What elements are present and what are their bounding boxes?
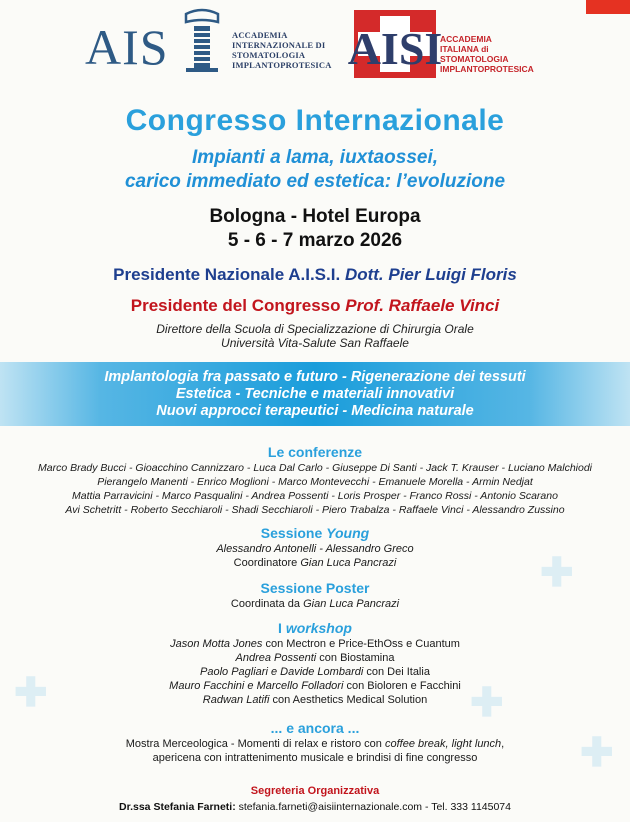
ais-logo-line: INTERNAZIONALE DI [232, 40, 326, 50]
logo-bar [0, 4, 630, 96]
young-coordinator-name: Gian Luca Pancrazi [300, 557, 397, 569]
extras-text [0, 737, 630, 765]
extras-heading: ... e ancora ... [270, 720, 360, 736]
role-line: Università Vita-Salute San Raffaele [221, 336, 409, 350]
young-heading-plain: Sessione [260, 525, 327, 541]
congress-president-name: Prof. Raffaele Vinci [345, 296, 500, 315]
speaker-line: Mattia Parravicini - Marco Pasqualini - Andrea Possenti - Loris Prosper - Franco Rossi - Antonio Scarano [72, 490, 558, 502]
conferences-heading: Le conferenze [267, 444, 363, 460]
national-president-name: Dott. Pier Luigi Floris [344, 265, 517, 284]
extras-text-b: coffee break, light lunch [384, 738, 502, 750]
cross-decoration-icon: ✚ [14, 671, 48, 715]
national-president [0, 265, 630, 285]
workshop-speaker: Jason Motta Jones [170, 638, 263, 650]
poster-session [0, 598, 630, 610]
young-heading-italic: Young [326, 525, 370, 541]
subtitle-line: Impianti a lama, iuxtaossei, [191, 147, 439, 168]
workshop-heading-plain: I [278, 620, 286, 636]
subtitle [0, 146, 630, 194]
young-session [0, 542, 630, 570]
subtitle-line: carico immediato ed estetica: l’evoluzione [124, 171, 506, 192]
ais-logo-line: IMPLANTOPROTESICA [232, 60, 332, 70]
conferences-speakers [0, 461, 630, 517]
cross-decoration-icon: ✚ [540, 551, 574, 595]
workshop-partner: con Biostamina [316, 652, 395, 664]
aisi-logo-line: ITALIANA di [440, 44, 489, 54]
ais-logo-letters: AIS [85, 19, 169, 75]
secretariat-heading: Segreteria Organizzativa [250, 785, 380, 797]
workshop-speaker: Mauro Facchini e Marcello Folladori [169, 680, 344, 692]
ais-logo-line: ACCADEMIA [232, 30, 288, 40]
workshop-row [0, 637, 630, 651]
poster-coordinator: Gian Luca Pancrazi [303, 598, 400, 610]
aisi-logo-text [440, 34, 534, 74]
congress-president [0, 296, 630, 316]
page-title: Congresso Internazionale [125, 104, 505, 137]
young-speakers: Alessandro Antonelli - Alessandro Greco [216, 543, 414, 555]
speaker-line: Pierangelo Manenti - Enrico Moglioni - Marco Montevecchi - Emanuele Morella - Armin Nedjat [97, 476, 533, 488]
ais-logo-text [232, 30, 332, 70]
workshop-row [0, 679, 630, 693]
young-session-heading [0, 525, 630, 541]
workshop-partner: con Aesthetics Medical Solution [269, 694, 428, 706]
workshop-speaker: Andrea Possenti [235, 652, 317, 664]
young-coordinator [0, 556, 630, 570]
aisi-logo-letters: AISI [347, 23, 443, 74]
secretariat-name: Dr.ssa Stefania Farneti: [119, 801, 236, 813]
speaker-line: Marco Brady Bucci - Gioacchino Cannizzaro - Luca Dal Carlo - Giuseppe Di Santi - Jack T. Krauser - Luciano Malchiodi [37, 462, 592, 474]
young-coordinator-label: Coordinatore [233, 557, 301, 569]
implant-icon [180, 8, 224, 74]
event-dates: 5 - 6 - 7 marzo 2026 [227, 230, 403, 251]
president-roles [0, 322, 630, 350]
cross-decoration-icon: ✚ [470, 681, 504, 725]
workshop-heading [0, 620, 630, 636]
extras-text-a: Mostra Merceologica - Momenti di relax e ristoro con [125, 738, 385, 750]
ais-logo-line: STOMATOLOGIA [232, 50, 306, 60]
poster-session-heading: Sessione Poster [260, 580, 370, 596]
topic-line: Estetica - Tecniche e materiali innovativi [175, 386, 455, 402]
aisi-logo [347, 4, 554, 84]
ais-logo [85, 4, 332, 84]
speaker-line: Avi Schetritt - Roberto Secchiaroli - Shadi Secchiaroli - Piero Trabalza - Raffaele Vinci - Alessandro Zussino [65, 504, 565, 516]
role-line: Direttore della Scuola di Specializzazione di Chirurgia Orale [156, 322, 474, 336]
topic-line: Nuovi approcci terapeutici - Medicina naturale [156, 403, 474, 419]
workshop-speaker: Paolo Pagliari e Davide Lombardi [200, 666, 364, 678]
workshop-partner: con Dei Italia [363, 666, 430, 678]
workshop-heading-italic: workshop [285, 620, 352, 636]
topic-line: Implantologia fra passato e futuro - Rigenerazione dei tessuti [104, 369, 526, 385]
aisi-cross-logo-icon [347, 10, 443, 78]
topics-band [0, 362, 630, 426]
secretariat-details[interactable]: stefania.farneti@aisiinternazionale.com - Tel. 333 1145074 [235, 801, 511, 813]
workshop-speaker: Radwan Latifi [202, 694, 270, 706]
extras-text-c: , [501, 738, 505, 750]
aisi-logo-line: IMPLANTOPROTESICA [440, 64, 534, 74]
aisi-logo-line: ACCADEMIA [440, 34, 492, 44]
aisi-logo-line: STOMATOLOGIA [440, 54, 509, 64]
workshop-partner: con Bioloren e Facchini [343, 680, 461, 692]
poster-label: Coordinata da [230, 598, 304, 610]
secretariat-contact [0, 801, 630, 813]
workshop-row [0, 651, 630, 665]
workshop-partner: con Mectron e Price-EthOss e Cuantum [262, 638, 460, 650]
extras-line: apericena con intrattenimento musicale e brindisi di fine congresso [152, 752, 478, 764]
national-president-label: Presidente Nazionale A.I.S.I. [113, 265, 341, 284]
congress-president-label: Presidente del Congresso [130, 296, 341, 315]
cross-decoration-icon: ✚ [580, 731, 614, 775]
workshop-row [0, 693, 630, 707]
workshop-list [0, 637, 630, 707]
workshop-row [0, 665, 630, 679]
venue: Bologna - Hotel Europa [209, 206, 421, 227]
extras-line [0, 737, 630, 751]
